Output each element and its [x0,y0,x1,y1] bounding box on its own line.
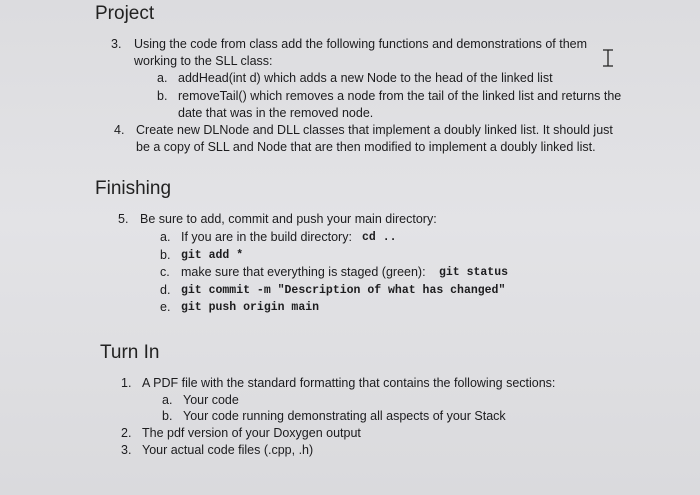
item-3a-letter: a. [157,71,168,85]
item-5b-letter: b. [160,248,171,262]
turn-in-item-2-text: The pdf version of your Doxygen output [142,426,361,440]
item-5d-letter: d. [160,283,171,297]
turn-in-item-1a-text: Your code [183,393,239,407]
item-5a-code: cd .. [362,231,397,244]
item-5c-code: git status [439,266,509,279]
item-5-text: Be sure to add, commit and push your main directory: [140,212,437,226]
item-5-number: 5. [118,212,129,226]
item-4-line1: Create new DLNode and DLL classes that implement a doubly linked list. It should just [136,123,613,137]
item-3-number: 3. [111,37,122,51]
text-cursor-icon [601,49,615,67]
item-5a-letter: a. [160,230,171,244]
item-5b-code: git add * [181,249,244,262]
item-5c-text: make sure that everything is staged (green): [181,265,426,279]
item-4-line2: be a copy of SLL and Node that are then modified to implement a doubly linked list. [136,140,596,154]
item-5e-letter: e. [160,300,171,314]
turn-in-heading: Turn In [100,342,160,363]
turn-in-item-1-number: 1. [121,376,132,390]
turn-in-item-1b-text: Your code running demonstrating all aspects of your Stack [183,409,506,423]
item-3-line2: working to the SLL class: [134,54,273,68]
item-5a-text: If you are in the build directory: [181,230,352,244]
project-heading: Project [95,3,155,24]
item-5d-code: git commit -m "Description of what has changed" [181,284,506,297]
item-3b-line2: date that was in the removed node. [178,106,374,120]
item-3-line1: Using the code from class add the following functions and demonstrations of them [134,37,588,51]
item-4-number: 4. [114,123,125,137]
finishing-heading: Finishing [95,178,172,199]
item-3b-letter: b. [157,89,168,103]
item-5e-code: git push origin main [181,301,320,314]
item-3b-line1: removeTail() which removes a node from the tail of the linked list and returns the [178,89,622,103]
turn-in-item-3-text: Your actual code files (.cpp, .h) [142,443,314,457]
turn-in-item-2-number: 2. [121,426,132,440]
item-3a-text: addHead(int d) which adds a new Node to the head of the linked list [178,71,553,85]
item-5c-letter: c. [160,265,170,279]
turn-in-item-3-number: 3. [121,443,132,457]
turn-in-item-1b-letter: b. [162,409,173,423]
turn-in-item-1a-letter: a. [162,393,173,407]
turn-in-item-1-text: A PDF file with the standard formatting that contains the following sections: [142,376,556,390]
